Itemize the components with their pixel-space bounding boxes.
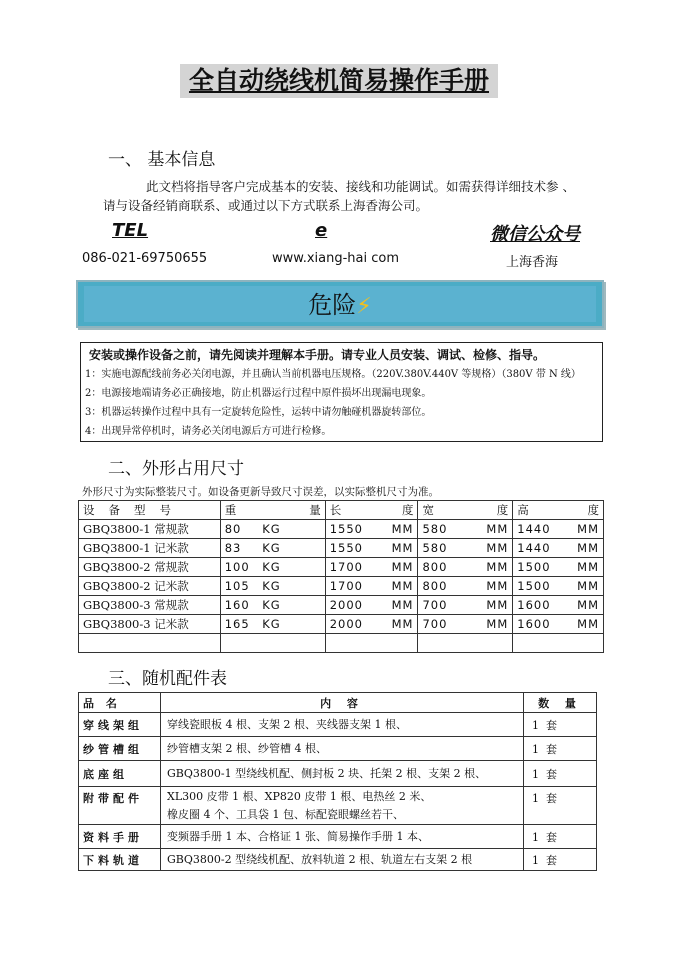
value: 1700 [329, 560, 363, 574]
value-cell [220, 539, 325, 558]
value-cell [418, 558, 513, 577]
header-length-b: 度 [401, 503, 414, 517]
unit: KG [262, 579, 281, 593]
unit: MM [391, 522, 414, 536]
page-title: 全自动绕线机简易操作手册 [180, 64, 498, 98]
content-line: GBQ3800-2 型绕线机配、放料轨道 2 根、轨道左右支架 2 根 [167, 852, 473, 866]
value: 160 [224, 598, 250, 612]
value-cell [325, 577, 418, 596]
value-cell [513, 558, 604, 577]
unit: MM [577, 560, 599, 574]
unit: MM [577, 598, 599, 612]
content-line: XL300 皮带 1 根、XP820 皮带 1 根、电热丝 2 米、 [167, 789, 432, 803]
warning-box [80, 342, 603, 442]
website-value: www.xiang-hai com [272, 251, 400, 266]
value-cell [220, 577, 325, 596]
value: 165 [224, 617, 250, 631]
value-cell [418, 577, 513, 596]
unit: KG [262, 522, 281, 536]
lightning-icon: ⚡ [356, 294, 372, 319]
item-qty: 1 套 [524, 737, 597, 761]
value-cell [418, 596, 513, 615]
header-qty: 数 量 [524, 693, 597, 713]
empty-cell [325, 634, 418, 653]
header-length-a: 长 [329, 503, 342, 517]
empty-cell [220, 634, 325, 653]
item-content [161, 787, 524, 825]
value: 83 [224, 541, 242, 555]
content-line: 穿线瓷眼板 4 根、支架 2 根、夹线器支架 1 根、 [167, 717, 407, 731]
value: 1440 [517, 522, 551, 536]
unit: MM [486, 579, 509, 593]
section1-heading: 一、 基本信息 [108, 150, 216, 170]
item-name: 附带配件 [79, 787, 161, 825]
table-row [79, 825, 597, 849]
item-name: 底座组 [79, 761, 161, 787]
header-weight-a: 重 [224, 503, 237, 517]
dimension-table [78, 500, 604, 653]
item-content [161, 737, 524, 761]
item-qty: 1 套 [524, 825, 597, 849]
header-model: 设备型号 [79, 501, 221, 520]
value-cell [513, 615, 604, 634]
unit: KG [262, 617, 281, 631]
value-cell [220, 615, 325, 634]
item-name: 资料手册 [79, 825, 161, 849]
header-height [513, 501, 604, 520]
table-header-row [79, 693, 597, 713]
unit: MM [486, 617, 509, 631]
value: 1550 [329, 541, 363, 555]
wechat-label: 微信公众号 [490, 224, 580, 245]
warning-item: 3：机器运转操作过程中具有一定旋转危险性，运转中请勿触碰机器旋转部位。 [85, 407, 432, 418]
value-cell [513, 520, 604, 539]
value-cell [325, 558, 418, 577]
unit: MM [486, 541, 509, 555]
unit: KG [262, 541, 281, 555]
value-cell [220, 596, 325, 615]
value-cell [325, 539, 418, 558]
intro-line1: 此文档将指导客户完成基本的安装、接线和功能调试。如需获得详细技术参 、 [146, 179, 575, 194]
header-length [325, 501, 418, 520]
unit: MM [577, 579, 599, 593]
value: 80 [224, 522, 242, 536]
tel-label: TEL [112, 220, 149, 241]
header-content: 内 容 [161, 693, 524, 713]
table-row [79, 737, 597, 761]
header-width [418, 501, 513, 520]
unit: MM [391, 617, 414, 631]
value-cell [418, 539, 513, 558]
value-cell [325, 596, 418, 615]
intro-line2: 请与设备经销商联系、或通过以下方式联系上海香海公司。 [103, 198, 429, 213]
value-cell [220, 558, 325, 577]
table-row [79, 558, 604, 577]
empty-cell [79, 634, 221, 653]
table-row [79, 596, 604, 615]
header-width-b: 度 [496, 503, 509, 517]
value: 1600 [517, 598, 551, 612]
item-qty: 1 套 [524, 713, 597, 737]
unit: MM [486, 522, 509, 536]
empty-cell [418, 634, 513, 653]
value: 1600 [517, 617, 551, 631]
value: 2000 [329, 617, 363, 631]
content-line: 橡皮圈 4 个、工具袋 1 包、标配瓷眼螺丝若干、 [167, 807, 404, 821]
unit: MM [391, 598, 414, 612]
table-row [79, 577, 604, 596]
wechat-value: 上海香海 [506, 255, 559, 270]
header-weight [220, 501, 325, 520]
model-cell: GBQ3800-2 常规款 [79, 558, 221, 577]
item-content [161, 849, 524, 871]
header-height-b: 度 [587, 503, 599, 517]
item-name: 纱管槽组 [79, 737, 161, 761]
item-qty: 1 套 [524, 787, 597, 825]
section3-heading: 三、随机配件表 [108, 669, 227, 689]
header-weight-b: 量 [309, 503, 321, 517]
unit: MM [577, 522, 599, 536]
warning-head: 安装或操作设备之前，请先阅读并理解本手册。请专业人员安装、调试、检修、指导。 [89, 348, 546, 362]
value: 2000 [329, 598, 363, 612]
value: 700 [422, 617, 448, 631]
table-row [79, 615, 604, 634]
unit: MM [486, 598, 509, 612]
item-content [161, 825, 524, 849]
unit: MM [486, 560, 509, 574]
value-cell [513, 539, 604, 558]
section2-heading: 二、外形占用尺寸 [108, 459, 244, 479]
value: 580 [422, 522, 448, 536]
table-row [79, 787, 597, 825]
item-content [161, 713, 524, 737]
value: 700 [422, 598, 448, 612]
item-name: 下料轨道 [79, 849, 161, 871]
item-qty: 1 套 [524, 849, 597, 871]
unit: KG [262, 560, 281, 574]
value-cell [513, 577, 604, 596]
unit: MM [391, 560, 414, 574]
model-cell: GBQ3800-1 记米款 [79, 539, 221, 558]
table-row [79, 539, 604, 558]
danger-banner-inner [84, 286, 596, 322]
value: 800 [422, 579, 448, 593]
unit: MM [391, 541, 414, 555]
warning-item: 4：出现异常停机时，请务必关闭电源后方可进行检修。 [85, 426, 332, 437]
value: 800 [422, 560, 448, 574]
model-cell: GBQ3800-1 常规款 [79, 520, 221, 539]
item-content [161, 761, 524, 787]
warning-item: 1：实施电源配线前务必关闭电源，并且确认当前机器电压规格。（220V.380V.440V 等规格）（380V 带 N 线） [85, 369, 581, 380]
model-cell: GBQ3800-3 常规款 [79, 596, 221, 615]
section2-note: 外形尺寸为实际整装尺寸。如设备更新导致尺寸误差，以实际整机尺寸为准。 [82, 486, 439, 498]
model-cell: GBQ3800-2 记米款 [79, 577, 221, 596]
table-row [79, 849, 597, 871]
value-cell [325, 615, 418, 634]
value-cell [513, 596, 604, 615]
table-row-empty [79, 634, 604, 653]
tel-value: 086-021-69750655 [82, 251, 208, 266]
item-name: 穿线架组 [79, 713, 161, 737]
value: 100 [224, 560, 250, 574]
table-row [79, 520, 604, 539]
value: 580 [422, 541, 448, 555]
email-label: e [315, 220, 328, 241]
value-cell [418, 615, 513, 634]
item-qty: 1 套 [524, 761, 597, 787]
table-row [79, 713, 597, 737]
value-cell [220, 520, 325, 539]
value: 1500 [517, 579, 551, 593]
header-height-a: 高 [517, 503, 529, 517]
value: 105 [224, 579, 250, 593]
unit: MM [577, 617, 599, 631]
content-line: 变频器手册 1 本、合格证 1 张、简易操作手册 1 本、 [167, 829, 429, 843]
table-row [79, 761, 597, 787]
content-line: GBQ3800-1 型绕线机配、侧封板 2 块、托架 2 根、支架 2 根、 [167, 766, 487, 780]
content-line: 纱管槽支架 2 根、纱管槽 4 根、 [167, 741, 327, 755]
value-cell [418, 520, 513, 539]
danger-banner [76, 280, 604, 328]
value: 1700 [329, 579, 363, 593]
accessory-table [78, 692, 597, 871]
unit: MM [577, 541, 599, 555]
value: 1440 [517, 541, 551, 555]
value-cell [325, 520, 418, 539]
empty-cell [513, 634, 604, 653]
header-width-a: 宽 [422, 503, 434, 517]
unit: MM [391, 579, 414, 593]
model-cell: GBQ3800-3 记米款 [79, 615, 221, 634]
value: 1550 [329, 522, 363, 536]
danger-text: 危险 [308, 291, 357, 319]
warning-item: 2：电源接地端请务必正确接地，防止机器运行过程中原件损坏出现漏电现象。 [85, 388, 432, 399]
unit: KG [262, 598, 281, 612]
header-name: 品 名 [79, 693, 161, 713]
table-header-row [79, 501, 604, 520]
value: 1500 [517, 560, 551, 574]
